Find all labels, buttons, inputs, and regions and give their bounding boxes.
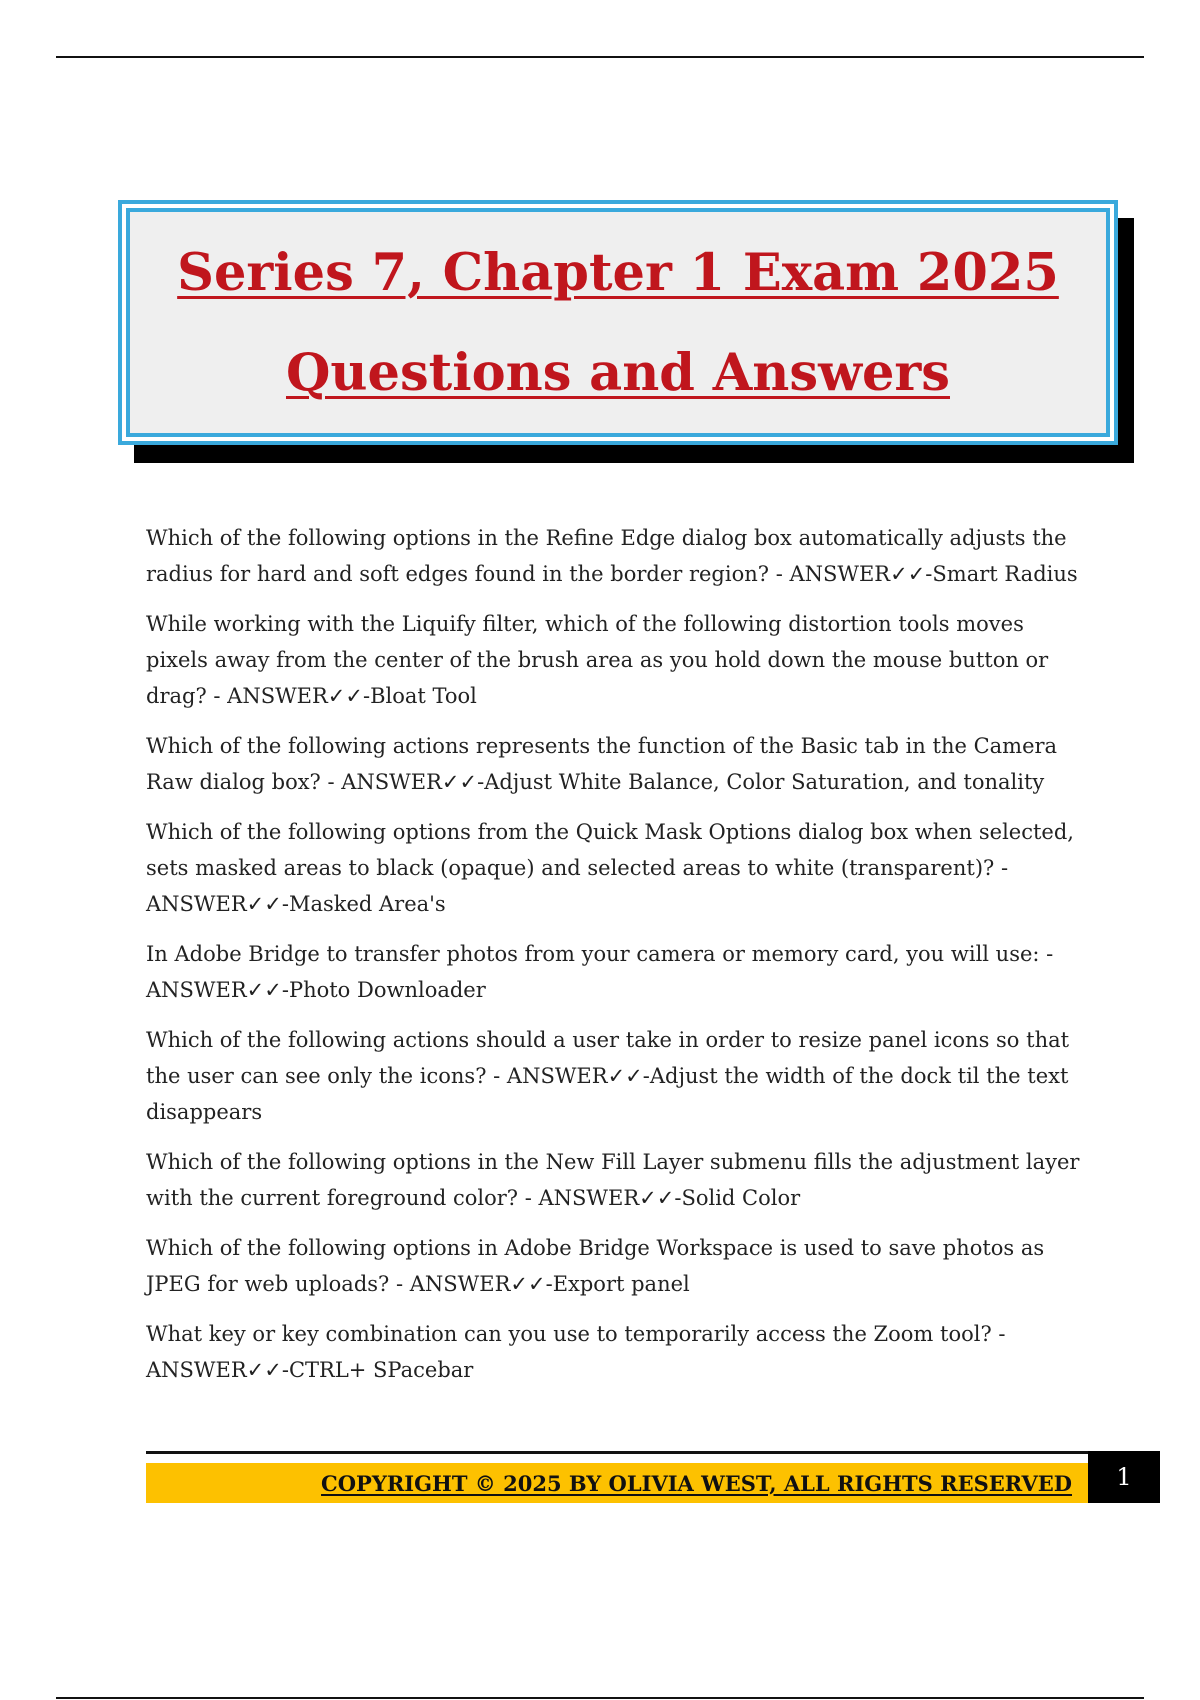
title-line-2: Questions and Answers [286,342,950,403]
qa-item: What key or key combination can you use to temporarily access the Zoom tool? - ANSWER✓✓-CTRL+ SPacebar [146,1322,1006,1382]
qa-item: While working with the Liquify filter, which of the following distortion tools moves pixels away from the center of the brush area as you hold down the mouse button or drag? - ANSWER✓✓-Bloat Tool [146,612,1049,708]
qa-item: Which of the following options in Adobe Bridge Workspace is used to save photos as JPEG for web uploads? - ANSWER✓✓-Export panel [146,1236,1045,1296]
title-line-1: Series 7, Chapter 1 Exam 2025 [177,242,1059,303]
title-box-inner [126,208,1110,437]
page-bottom-rule [56,1697,1144,1699]
qa-item: Which of the following options in the New Fill Layer submenu fills the adjustment layer with the current foreground color? - ANSWER✓✓-Solid Color [146,1150,1080,1210]
qa-item: Which of the following options in the Refine Edge dialog box automatically adjusts the radius for hard and soft edges found in the border region? - ANSWER✓✓-Smart Radius [146,526,1078,586]
qa-list [146,520,1092,1402]
qa-item: Which of the following actions should a user take in order to resize panel icons so that the user can see only the icons? - ANSWER✓✓-Adjust the width of the dock til the text disappears [146,1028,1070,1124]
title-box [118,200,1118,445]
qa-item: Which of the following actions represents the function of the Basic tab in the Camera Raw dialog box? - ANSWER✓✓-Adjust White Balance, Color Saturation, and tonality [146,734,1058,794]
qa-item: In Adobe Bridge to transfer photos from your camera or memory card, you will use: - ANSWER✓✓-Photo Downloader [146,942,1054,1002]
copyright-text: COPYRIGHT © 2025 BY OLIVIA WEST, ALL RIGHTS RESERVED [321,1470,1072,1496]
footer-rule [146,1451,1088,1454]
qa-item: Which of the following options from the Quick Mask Options dialog box when selected, sets masked areas to black (opaque) and selected areas to white (transparent)? - ANSWER✓✓-Masked Area's [146,820,1074,916]
page-number: 1 [1088,1451,1160,1503]
copyright-bar [146,1463,1088,1503]
header-rule [56,56,1144,58]
